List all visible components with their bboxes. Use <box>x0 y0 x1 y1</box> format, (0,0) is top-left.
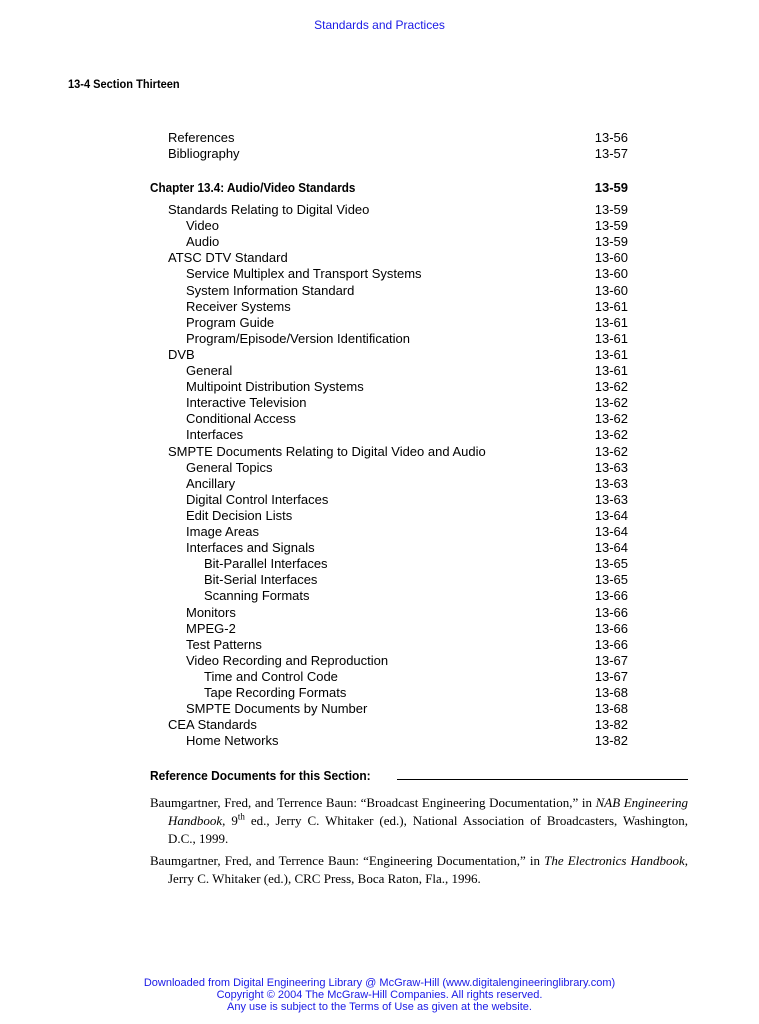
reference-details: , Jerry C. Whitaker (ed.), CRC Press, Boca Raton, Fla., 1996. <box>168 853 688 886</box>
toc-row <box>150 444 630 460</box>
toc-row-title: MPEG-2 <box>186 620 236 636</box>
toc-row-page: 13-61 <box>594 363 628 378</box>
toc-row-title: CEA Standards <box>168 717 257 733</box>
toc-row-title: Program Guide <box>186 314 275 330</box>
toc-row <box>150 266 630 282</box>
toc-row-page: 13-82 <box>594 733 628 749</box>
toc-row-title: Video Recording and Reproduction <box>186 652 389 668</box>
reference-edition-suffix: th <box>237 811 245 822</box>
toc-row <box>150 411 630 427</box>
toc-row-page: 13-59 <box>594 234 628 250</box>
toc-row <box>150 379 630 395</box>
toc-row-title: Conditional Access <box>186 411 296 427</box>
toc-row-title: Digital Control Interfaces <box>186 491 329 507</box>
toc-row-title: Interactive Television <box>186 395 307 411</box>
footer <box>0 977 759 1013</box>
toc-row <box>150 605 630 621</box>
toc-row <box>150 218 630 234</box>
toc-row-page: 13-64 <box>594 540 628 556</box>
section-label: 13-4 Section Thirteen <box>68 77 180 91</box>
toc-row-page: 13-66 <box>594 588 628 604</box>
reference-authors: Baumgartner, Fred, and Terrence Baun: “Engineering Documentation,” in <box>150 853 545 868</box>
toc-row-page: 13-60 <box>594 266 628 282</box>
toc-row-title: Home Networks <box>186 733 279 749</box>
toc-row-title: Time and Control Code <box>204 668 338 684</box>
toc-row <box>150 717 630 733</box>
chapter-row <box>150 180 630 196</box>
toc-row-page: 13-68 <box>594 685 628 700</box>
toc-row <box>150 299 630 315</box>
toc-row <box>150 315 630 331</box>
toc-row-page: 13-63 <box>594 491 628 507</box>
toc-row-title: Interfaces and Signals <box>186 540 315 556</box>
toc-row-page: 13-57 <box>594 146 628 161</box>
toc-row-title: SMPTE Documents Relating to Digital Video and Audio <box>168 443 486 459</box>
toc-row-title: Image Areas <box>186 524 259 539</box>
toc-row <box>150 540 630 556</box>
toc-row-title: Receiver Systems <box>186 298 291 314</box>
reference-entry <box>150 852 688 888</box>
toc-row-page: 13-61 <box>594 346 628 362</box>
toc-row <box>150 130 630 146</box>
toc-row-title: Test Patterns <box>186 636 262 652</box>
toc-row-page: 13-66 <box>594 604 628 620</box>
toc-row-page: 13-64 <box>594 524 628 539</box>
toc-row-page: 13-61 <box>594 298 628 314</box>
toc-row-title: Multipoint Distribution Systems <box>186 379 364 395</box>
reference-details: ed., Jerry C. Whitaker (ed.), National Association of Broadcasters, Washington, D.C., 1999. <box>168 813 689 846</box>
toc-row-page: 13-62 <box>594 411 628 427</box>
toc-row-title: General <box>186 363 233 378</box>
toc-row-title: Program/Episode/Version Identification <box>186 330 411 346</box>
chapter-page: 13-59 <box>594 180 628 195</box>
toc-row <box>150 701 630 717</box>
footer-terms-link[interactable]: Any use is subject to the Terms of Use as given at the website. <box>227 1001 532 1013</box>
toc-row <box>150 588 630 604</box>
toc-row-page: 13-62 <box>594 395 628 411</box>
toc-row-page: 13-67 <box>594 668 628 684</box>
toc-row-page: 13-64 <box>594 507 628 523</box>
toc-row-title: Monitors <box>186 604 236 620</box>
toc-row-page: 13-60 <box>594 250 628 266</box>
toc-row-title: Scanning Formats <box>204 588 310 604</box>
toc-row-page: 13-62 <box>594 427 628 443</box>
toc-row <box>150 524 630 540</box>
toc-row-title: Video <box>186 218 220 234</box>
running-header: Standards and Practices <box>314 18 445 32</box>
toc-row-title: SMPTE Documents by Number <box>186 701 368 717</box>
reference-book-title: The Electronics Handbook <box>544 853 685 868</box>
toc-row-title: Bit-Parallel Interfaces <box>204 556 328 572</box>
toc-row-title: Ancillary <box>186 475 236 491</box>
toc-row-page: 13-68 <box>594 701 628 717</box>
footer-download-link[interactable]: Downloaded from Digital Engineering Library @ McGraw-Hill (www.digitalengineeringlibrary.com) <box>143 977 616 989</box>
toc-row-page: 13-65 <box>594 572 628 588</box>
toc-row <box>150 331 630 347</box>
toc-row <box>150 395 630 411</box>
toc-row <box>150 492 630 508</box>
toc-row <box>150 572 630 588</box>
toc-row <box>150 653 630 669</box>
toc-row-page: 13-56 <box>594 130 628 145</box>
toc-row-page: 13-59 <box>594 202 628 217</box>
toc-row-page: 13-62 <box>594 379 628 395</box>
toc-row-title: Service Multiplex and Transport Systems <box>186 266 422 282</box>
toc-row-page: 13-67 <box>594 652 628 668</box>
toc-row <box>150 621 630 637</box>
toc-row-title: General Topics <box>186 459 273 475</box>
toc-row-page: 13-61 <box>594 314 628 330</box>
toc-row <box>150 234 630 250</box>
toc-row <box>150 733 630 749</box>
toc-row-page: 13-63 <box>594 475 628 491</box>
heading-rule <box>397 779 688 780</box>
toc-row-page: 13-66 <box>594 620 628 636</box>
toc-row-title: Edit Decision Lists <box>186 507 293 523</box>
reference-entry <box>150 794 688 848</box>
toc-row <box>150 363 630 379</box>
toc-row-page: 13-62 <box>594 443 628 459</box>
toc-row <box>150 202 630 218</box>
toc-row-title: Tape Recording Formats <box>204 685 347 700</box>
toc-row <box>150 146 630 162</box>
reference-edition: , 9 <box>222 813 238 828</box>
toc-row <box>150 427 630 443</box>
toc-row <box>150 283 630 299</box>
toc-row-page: 13-60 <box>594 282 628 298</box>
toc-row <box>150 347 630 363</box>
toc-row-title: Bibliography <box>168 146 240 161</box>
toc-row <box>150 685 630 701</box>
toc-row <box>150 250 630 266</box>
toc-row-title: System Information Standard <box>186 282 355 298</box>
footer-copyright: Copyright © 2004 The McGraw-Hill Companies. All rights reserved. <box>216 989 543 1001</box>
toc-row-title: Audio <box>186 234 220 250</box>
references-heading: Reference Documents for this Section: <box>150 768 371 783</box>
toc-row-title: Bit-Serial Interfaces <box>204 572 318 588</box>
toc-row-page: 13-61 <box>594 330 628 346</box>
toc-row-title: Standards Relating to Digital Video <box>168 202 370 217</box>
reference-authors: Baumgartner, Fred, and Terrence Baun: “Broadcast Engineering Documentation,” in <box>150 795 596 810</box>
toc-row-title: DVB <box>168 346 195 362</box>
toc-row-page: 13-66 <box>594 636 628 652</box>
toc-row <box>150 460 630 476</box>
toc-row <box>150 508 630 524</box>
chapter-title: Chapter 13.4: Audio/Video Standards <box>150 180 356 195</box>
toc-row-title: ATSC DTV Standard <box>168 250 288 266</box>
toc-row-title: References <box>168 130 235 145</box>
toc-row <box>150 637 630 653</box>
toc-row-page: 13-59 <box>594 218 628 234</box>
toc-row-page: 13-82 <box>594 717 628 733</box>
toc-row-title: Interfaces <box>186 427 244 443</box>
toc-row <box>150 669 630 685</box>
toc-row-page: 13-65 <box>594 556 628 572</box>
toc-row <box>150 556 630 572</box>
reference-book-title: NAB Engineering Handbook <box>168 795 689 828</box>
toc-row-page: 13-63 <box>594 459 628 475</box>
toc-row <box>150 476 630 492</box>
